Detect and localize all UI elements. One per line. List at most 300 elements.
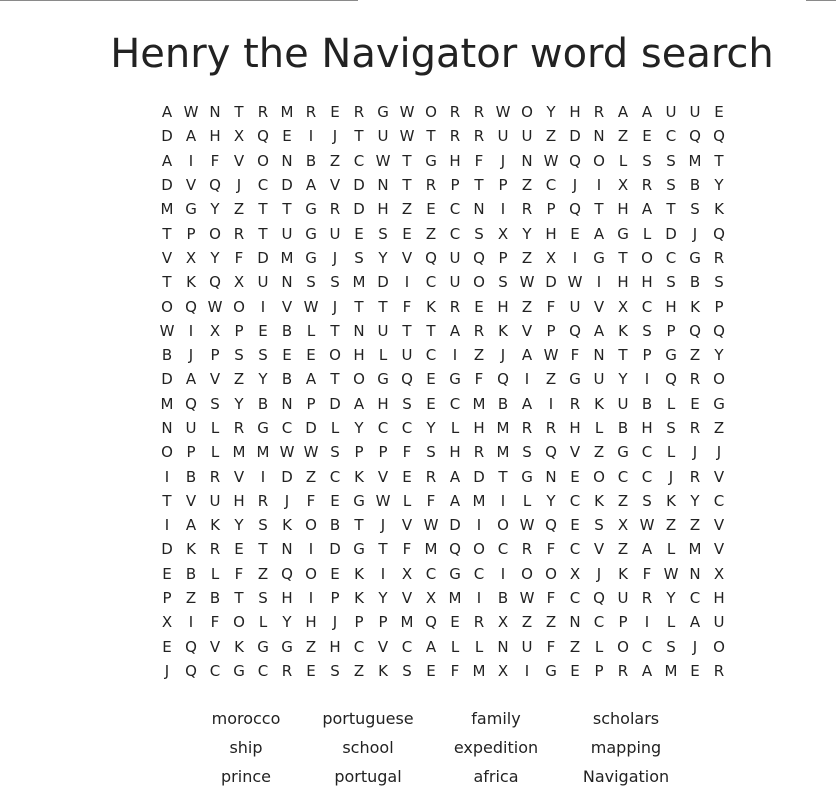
grid-letter: R xyxy=(353,103,365,122)
grid-letter: W xyxy=(519,589,535,608)
grid-letter: O xyxy=(545,564,557,583)
grid-letter: R xyxy=(209,540,221,559)
grid-letter: R xyxy=(209,467,221,486)
grid-letter: V xyxy=(233,467,245,486)
grid-letter: W xyxy=(399,103,415,122)
grid-letter: F xyxy=(546,297,556,316)
grid-letter: U xyxy=(329,224,341,243)
grid-letter: Z xyxy=(689,516,701,535)
grid-letter: U xyxy=(281,224,293,243)
grid-letter: Q xyxy=(497,370,509,389)
grid-letter: V xyxy=(377,467,389,486)
grid-letter: O xyxy=(641,248,653,267)
grid-letter: I xyxy=(572,248,578,267)
grid-letter: I xyxy=(188,321,194,340)
grid-letter: V xyxy=(401,589,413,608)
grid-letter: Z xyxy=(473,346,485,365)
grid-letter: O xyxy=(617,637,629,656)
grid-letter: I xyxy=(308,127,314,146)
grid-letter: Y xyxy=(282,613,292,632)
grid-letter: T xyxy=(402,151,412,170)
grid-letter: R xyxy=(425,467,437,486)
grid-letter: A xyxy=(689,613,701,632)
grid-letter: F xyxy=(450,661,460,680)
word-list-item: Navigation xyxy=(582,767,670,786)
grid-letter: C xyxy=(569,540,581,559)
grid-letter: L xyxy=(402,491,412,510)
grid-letter: Q xyxy=(569,200,581,219)
grid-letter: O xyxy=(473,540,485,559)
grid-letter: I xyxy=(644,613,650,632)
grid-letter: A xyxy=(521,346,533,365)
grid-letter: D xyxy=(161,176,173,195)
grid-letter: J xyxy=(164,661,170,680)
grid-letter: K xyxy=(690,297,700,316)
grid-letter: P xyxy=(498,176,508,195)
grid-letter: R xyxy=(521,419,533,437)
grid-letter: U xyxy=(209,491,221,510)
grid-letter: H xyxy=(281,589,293,608)
grid-row xyxy=(155,197,731,221)
grid-letter: A xyxy=(161,151,173,170)
grid-letter: F xyxy=(402,540,412,559)
grid-letter: T xyxy=(378,297,388,316)
grid-letter: Y xyxy=(210,200,220,219)
grid-letter: P xyxy=(354,443,364,462)
grid-letter: R xyxy=(473,443,485,462)
grid-letter: X xyxy=(569,564,581,583)
grid-letter: Y xyxy=(258,370,268,389)
grid-letter: Q xyxy=(209,273,221,292)
grid-letter: F xyxy=(402,297,412,316)
grid-letter: G xyxy=(257,637,269,656)
grid-letter: J xyxy=(332,248,338,267)
grid-letter: G xyxy=(617,224,629,243)
grid-letter: G xyxy=(689,248,701,267)
grid-row xyxy=(155,221,731,245)
grid-letter: Z xyxy=(329,151,341,170)
grid-letter: W xyxy=(663,564,679,583)
grid-letter: R xyxy=(617,661,629,680)
grid-row xyxy=(155,659,731,683)
grid-letter: H xyxy=(569,103,581,122)
grid-letter: N xyxy=(569,613,581,632)
grid-letter: C xyxy=(713,491,725,510)
grid-letter: T xyxy=(426,127,436,146)
grid-letter: D xyxy=(473,467,485,486)
grid-letter: G xyxy=(617,443,629,462)
grid-letter: D xyxy=(545,273,557,292)
grid-letter: V xyxy=(377,637,389,656)
grid-letter: I xyxy=(524,661,530,680)
grid-letter: R xyxy=(641,176,653,195)
grid-letter: L xyxy=(594,637,604,656)
grid-letter: S xyxy=(498,273,508,292)
grid-letter: K xyxy=(666,491,676,510)
grid-letter: X xyxy=(713,564,725,583)
grid-letter: T xyxy=(162,273,172,292)
grid-letter: M xyxy=(496,419,510,437)
grid-letter: E xyxy=(570,516,580,535)
grid-letter: M xyxy=(664,661,678,680)
grid-letter: P xyxy=(378,613,388,632)
grid-letter: K xyxy=(594,394,604,413)
grid-letter: C xyxy=(665,127,677,146)
grid-letter: T xyxy=(258,540,268,559)
grid-letter: Q xyxy=(185,297,197,316)
grid-letter: O xyxy=(353,370,365,389)
grid-letter: F xyxy=(474,370,484,389)
grid-letter: M xyxy=(496,443,510,462)
grid-letter: K xyxy=(210,516,220,535)
grid-letter: O xyxy=(713,637,725,656)
grid-letter: N xyxy=(281,394,293,413)
grid-letter: Q xyxy=(185,661,197,680)
grid-letter: P xyxy=(210,346,220,365)
word-list xyxy=(185,704,689,790)
grid-letter: O xyxy=(161,443,173,462)
grid-letter: Z xyxy=(233,370,245,389)
grid-letter: S xyxy=(642,321,652,340)
grid-letter: R xyxy=(329,200,341,219)
grid-letter: J xyxy=(332,297,338,316)
grid-row xyxy=(155,367,731,391)
grid-letter: J xyxy=(332,127,338,146)
grid-letter: K xyxy=(594,491,604,510)
grid-letter: S xyxy=(642,491,652,510)
grid-letter: T xyxy=(330,321,340,340)
grid-letter: Q xyxy=(665,370,677,389)
grid-letter: K xyxy=(186,540,196,559)
grid-letter: I xyxy=(260,297,266,316)
grid-letter: I xyxy=(404,273,410,292)
grid-letter: I xyxy=(164,467,170,486)
grid-letter: W xyxy=(279,443,295,462)
grid-letter: L xyxy=(450,419,460,437)
grid-letter: P xyxy=(594,661,604,680)
grid-letter: M xyxy=(232,443,246,462)
grid-letter: C xyxy=(569,589,581,608)
grid-letter: D xyxy=(665,224,677,243)
grid-letter: X xyxy=(617,516,629,535)
grid-letter: V xyxy=(521,321,533,340)
grid-letter: B xyxy=(305,151,317,170)
word-list-item: portuguese xyxy=(322,709,414,728)
grid-letter: I xyxy=(524,370,530,389)
grid-letter: D xyxy=(353,200,365,219)
grid-letter: O xyxy=(425,103,437,122)
grid-row xyxy=(155,440,731,464)
grid-letter: W xyxy=(159,321,175,340)
grid-letter: E xyxy=(474,297,484,316)
grid-letter: M xyxy=(400,613,414,632)
grid-letter: B xyxy=(185,467,197,486)
grid-letter: O xyxy=(209,224,221,243)
grid-letter: E xyxy=(402,467,412,486)
grid-letter: Z xyxy=(593,443,605,462)
grid-letter: U xyxy=(617,589,629,608)
grid-letter: U xyxy=(521,127,533,146)
grid-letter: B xyxy=(281,370,293,389)
grid-row xyxy=(155,610,731,634)
grid-letter: G xyxy=(377,370,389,389)
grid-row xyxy=(155,635,731,659)
grid-letter: V xyxy=(569,443,581,462)
grid-letter: K xyxy=(426,297,436,316)
grid-letter: Y xyxy=(522,224,532,243)
grid-letter: E xyxy=(690,661,700,680)
grid-letter: H xyxy=(713,589,725,608)
grid-letter: H xyxy=(305,613,317,632)
grid-letter: Z xyxy=(617,127,629,146)
grid-letter: V xyxy=(185,176,197,195)
grid-letter: M xyxy=(472,661,486,680)
grid-letter: R xyxy=(689,370,701,389)
grid-letter: E xyxy=(450,613,460,632)
grid-letter: N xyxy=(689,564,701,583)
grid-letter: I xyxy=(500,564,506,583)
grid-letter: B xyxy=(281,321,293,340)
grid-letter: Q xyxy=(401,370,413,389)
grid-letter: B xyxy=(617,419,629,437)
grid-letter: I xyxy=(308,540,314,559)
grid-letter: D xyxy=(161,127,173,146)
grid-letter: W xyxy=(495,103,511,122)
grid-letter: K xyxy=(714,200,724,219)
grid-letter: C xyxy=(329,467,341,486)
grid-letter: H xyxy=(569,419,581,437)
grid-letter: L xyxy=(306,321,316,340)
grid-letter: E xyxy=(570,467,580,486)
grid-letter: A xyxy=(185,370,197,389)
grid-letter: Q xyxy=(425,248,437,267)
grid-letter: Q xyxy=(689,127,701,146)
grid-letter: L xyxy=(210,419,220,437)
grid-letter: I xyxy=(596,176,602,195)
grid-letter: A xyxy=(449,467,461,486)
grid-letter: X xyxy=(617,297,629,316)
grid-row xyxy=(155,537,731,561)
grid-letter: O xyxy=(521,103,533,122)
grid-letter: X xyxy=(209,321,221,340)
grid-letter: G xyxy=(425,151,437,170)
grid-letter: V xyxy=(209,637,221,656)
grid-letter: N xyxy=(353,321,365,340)
grid-letter: Z xyxy=(521,176,533,195)
grid-letter: H xyxy=(641,273,653,292)
grid-letter: Z xyxy=(713,419,725,437)
grid-letter: S xyxy=(402,394,412,413)
grid-letter: S xyxy=(354,248,364,267)
grid-letter: V xyxy=(281,297,293,316)
grid-letter: H xyxy=(377,200,389,219)
grid-letter: L xyxy=(258,613,268,632)
grid-letter: B xyxy=(689,273,701,292)
grid-letter: Z xyxy=(425,224,437,243)
grid-letter: Y xyxy=(426,419,436,437)
grid-letter: R xyxy=(449,297,461,316)
grid-letter: T xyxy=(402,321,412,340)
grid-letter: L xyxy=(666,613,676,632)
word-list-item: portugal xyxy=(334,767,402,786)
grid-letter: I xyxy=(500,200,506,219)
grid-letter: D xyxy=(161,540,173,559)
grid-letter: A xyxy=(521,394,533,413)
grid-letter: A xyxy=(617,103,629,122)
grid-letter: M xyxy=(256,443,270,462)
grid-letter: X xyxy=(401,564,413,583)
grid-letter: G xyxy=(521,467,533,486)
grid-letter: R xyxy=(569,394,581,413)
grid-letter: C xyxy=(281,419,293,437)
word-list-item: africa xyxy=(473,767,519,786)
grid-letter: F xyxy=(474,151,484,170)
grid-letter: F xyxy=(426,491,436,510)
grid-letter: W xyxy=(375,151,391,170)
grid-letter: N xyxy=(545,467,557,486)
grid-letter: G xyxy=(305,248,317,267)
grid-letter: K xyxy=(378,661,388,680)
grid-letter: S xyxy=(330,443,340,462)
grid-letter: A xyxy=(641,200,653,219)
letter-grid xyxy=(155,100,731,683)
grid-letter: H xyxy=(449,443,461,462)
grid-letter: T xyxy=(618,248,628,267)
grid-letter: S xyxy=(666,637,676,656)
grid-letter: C xyxy=(377,419,389,437)
grid-letter: Z xyxy=(353,661,365,680)
grid-letter: P xyxy=(642,346,652,365)
grid-letter: R xyxy=(449,103,461,122)
grid-letter: G xyxy=(305,200,317,219)
grid-letter: C xyxy=(689,589,701,608)
grid-letter: T xyxy=(258,200,268,219)
grid-letter: N xyxy=(593,346,605,365)
grid-letter: C xyxy=(425,273,437,292)
grid-letter: O xyxy=(497,516,509,535)
grid-letter: E xyxy=(330,103,340,122)
grid-letter: H xyxy=(545,224,557,243)
grid-letter: A xyxy=(353,394,365,413)
grid-letter: M xyxy=(160,200,174,219)
grid-letter: E xyxy=(426,370,436,389)
grid-letter: G xyxy=(257,419,269,437)
grid-letter: Z xyxy=(545,370,557,389)
grid-letter: R xyxy=(281,661,293,680)
grid-letter: F xyxy=(402,443,412,462)
grid-letter: A xyxy=(641,103,653,122)
grid-letter: J xyxy=(500,151,506,170)
grid-letter: M xyxy=(472,491,486,510)
grid-letter: E xyxy=(690,394,700,413)
grid-letter: M xyxy=(280,103,294,122)
grid-letter: X xyxy=(497,224,509,243)
grid-letter: Y xyxy=(234,394,244,413)
grid-letter: E xyxy=(570,224,580,243)
grid-letter: J xyxy=(596,564,602,583)
grid-letter: S xyxy=(666,419,676,437)
grid-letter: O xyxy=(713,370,725,389)
grid-letter: S xyxy=(642,151,652,170)
grid-letter: H xyxy=(617,273,629,292)
grid-letter: C xyxy=(641,297,653,316)
grid-letter: A xyxy=(185,516,197,535)
grid-letter: C xyxy=(401,419,413,437)
grid-letter: T xyxy=(234,103,244,122)
grid-letter: A xyxy=(185,127,197,146)
grid-letter: A xyxy=(161,103,173,122)
grid-letter: P xyxy=(186,443,196,462)
grid-letter: R xyxy=(449,127,461,146)
grid-letter: P xyxy=(234,321,244,340)
grid-letter: U xyxy=(377,321,389,340)
grid-letter: V xyxy=(593,297,605,316)
grid-letter: J xyxy=(572,176,578,195)
grid-letter: A xyxy=(593,224,605,243)
grid-letter: X xyxy=(497,661,509,680)
grid-letter: N xyxy=(377,176,389,195)
grid-letter: S xyxy=(474,224,484,243)
grid-letter: H xyxy=(665,297,677,316)
grid-letter: K xyxy=(282,516,292,535)
grid-letter: Z xyxy=(401,200,413,219)
grid-letter: T xyxy=(162,224,172,243)
word-list-item: family xyxy=(471,709,521,728)
grid-letter: T xyxy=(666,200,676,219)
grid-letter: C xyxy=(593,613,605,632)
grid-row xyxy=(155,270,731,294)
grid-letter: D xyxy=(257,248,269,267)
grid-letter: N xyxy=(209,103,221,122)
grid-letter: M xyxy=(472,394,486,413)
grid-letter: P xyxy=(666,321,676,340)
grid-letter: R xyxy=(521,200,533,219)
grid-letter: K xyxy=(618,321,628,340)
grid-letter: C xyxy=(353,151,365,170)
grid-letter: N xyxy=(593,127,605,146)
grid-letter: M xyxy=(160,394,174,413)
grid-letter: Y xyxy=(714,176,724,195)
word-list-item: prince xyxy=(221,767,271,786)
grid-letter: W xyxy=(207,297,223,316)
grid-letter: S xyxy=(666,151,676,170)
grid-letter: G xyxy=(593,248,605,267)
grid-letter: A xyxy=(425,637,437,656)
grid-letter: L xyxy=(618,151,628,170)
grid-letter: G xyxy=(665,346,677,365)
grid-letter: C xyxy=(449,394,461,413)
grid-letter: O xyxy=(305,564,317,583)
grid-letter: H xyxy=(449,151,461,170)
grid-letter: Z xyxy=(689,346,701,365)
grid-letter: W xyxy=(375,491,391,510)
grid-letter: U xyxy=(377,127,389,146)
grid-letter: P xyxy=(306,394,316,413)
grid-letter: N xyxy=(473,200,485,219)
grid-letter: S xyxy=(594,516,604,535)
grid-letter: V xyxy=(713,516,725,535)
grid-letter: E xyxy=(234,540,244,559)
grid-row xyxy=(155,513,731,537)
grid-letter: B xyxy=(689,176,701,195)
grid-letter: P xyxy=(354,613,364,632)
grid-letter: A xyxy=(305,176,317,195)
grid-letter: X xyxy=(185,248,197,267)
grid-letter: C xyxy=(449,224,461,243)
top-divider-left xyxy=(0,0,358,1)
grid-letter: F xyxy=(546,589,556,608)
grid-letter: T xyxy=(330,370,340,389)
